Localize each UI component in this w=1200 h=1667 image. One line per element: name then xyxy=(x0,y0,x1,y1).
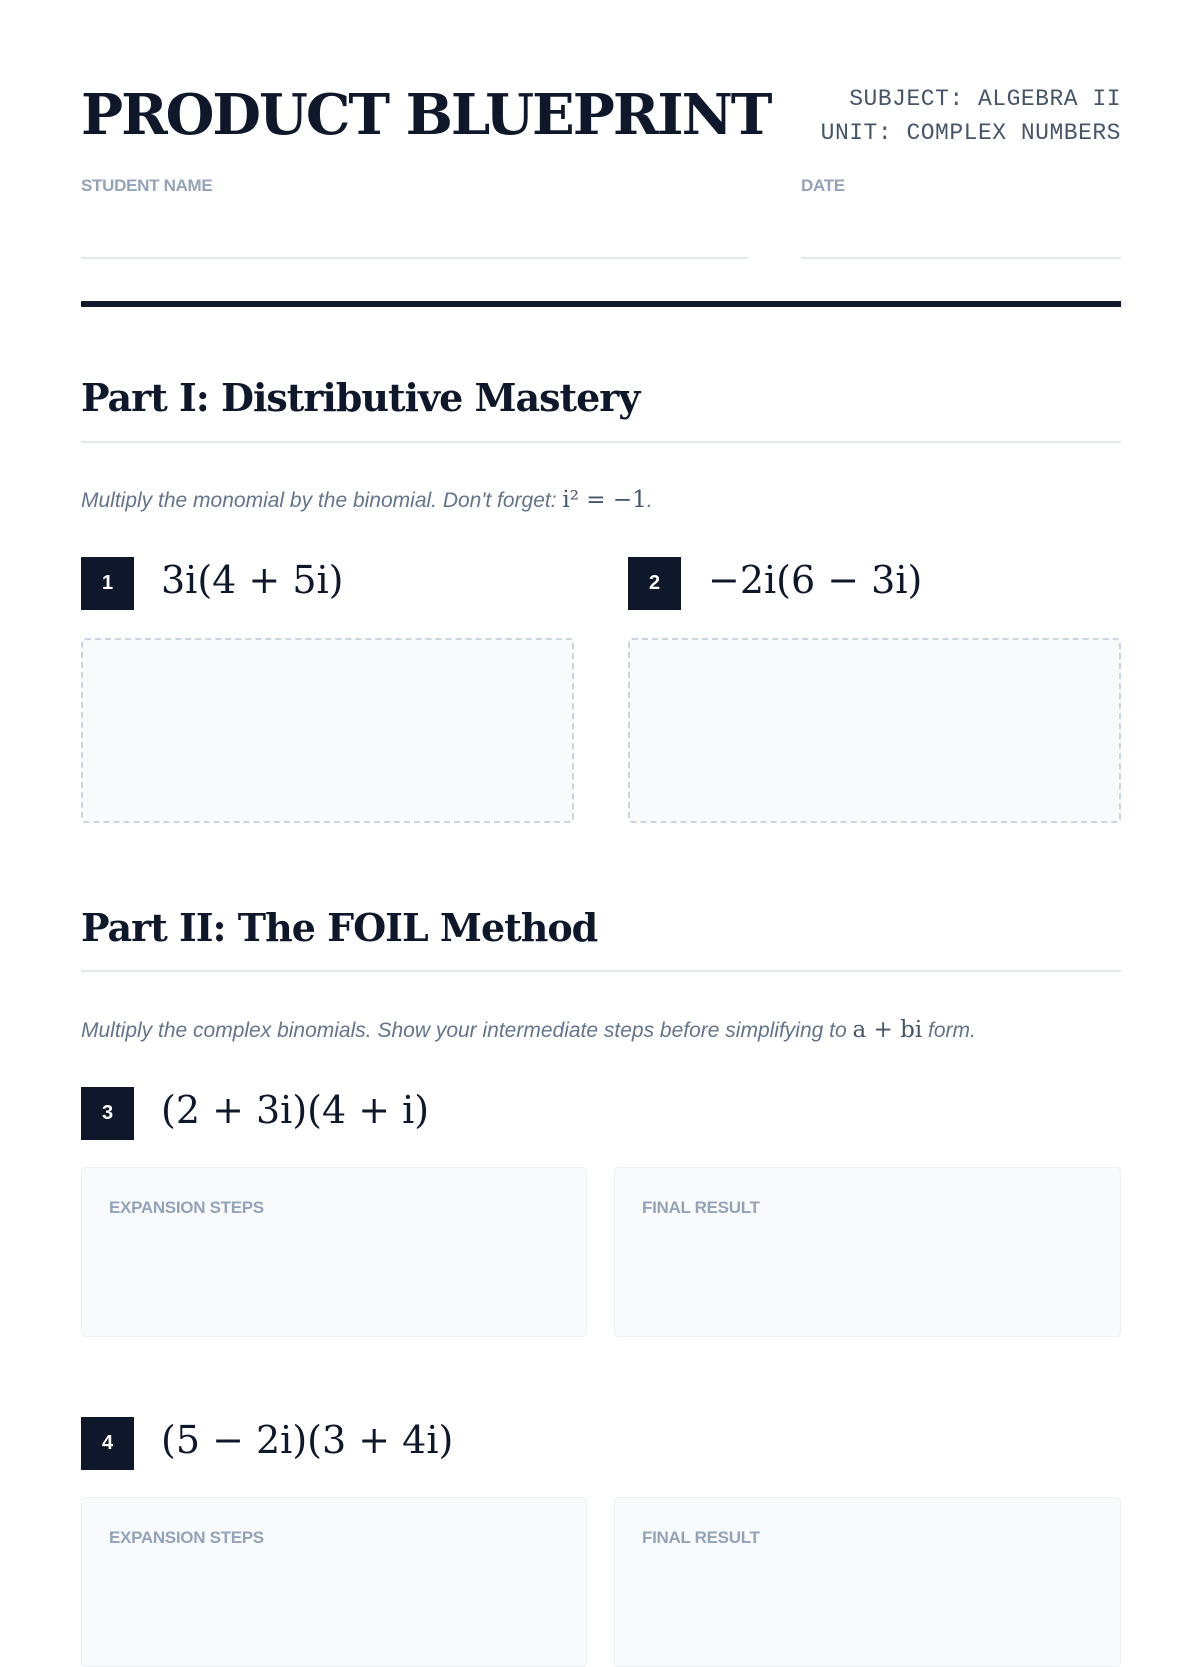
page-title: PRODUCT BLUEPRINT xyxy=(81,82,771,148)
problem-number-badge: 2 xyxy=(628,557,681,610)
problem-number-badge: 4 xyxy=(81,1417,134,1470)
expansion-steps-area[interactable] xyxy=(81,1497,587,1667)
part1-instruction-text: Multiply the monomial by the binomial. Don't forget: xyxy=(81,489,563,512)
student-name-label: STUDENT NAME xyxy=(81,176,213,195)
part2-divider xyxy=(81,970,1121,972)
part2-instruction-text: Multiply the complex binomials. Show your intermediate steps before simplifying to xyxy=(81,1019,853,1042)
answer-work-area[interactable] xyxy=(628,638,1121,823)
header-divider xyxy=(81,301,1121,307)
unit-label: UNIT: COMPLEX NUMBERS xyxy=(820,120,1121,146)
problem-number-badge: 3 xyxy=(81,1087,134,1140)
final-result-label: FINAL RESULT xyxy=(642,1528,760,1547)
expansion-steps-label: EXPANSION STEPS xyxy=(109,1528,264,1547)
final-result-area[interactable] xyxy=(614,1167,1121,1337)
part1-instruction-math: i² = −1 xyxy=(562,487,647,513)
final-result-label: FINAL RESULT xyxy=(642,1198,760,1217)
date-field[interactable] xyxy=(801,257,1121,259)
part2-instruction-math: a + bi xyxy=(852,1017,923,1043)
final-result-area[interactable] xyxy=(614,1497,1121,1667)
course-meta xyxy=(821,82,1121,150)
part1-instruction xyxy=(81,487,653,513)
part1-instruction-end: . xyxy=(646,489,653,512)
problem-number-badge: 1 xyxy=(81,557,134,610)
problem-expression: (5 − 2i)(3 + 4i) xyxy=(161,1418,454,1462)
expansion-steps-label: EXPANSION STEPS xyxy=(109,1198,264,1217)
subject-label: SUBJECT: ALGEBRA II xyxy=(849,86,1121,112)
student-name-field[interactable] xyxy=(81,257,748,259)
expansion-steps-area[interactable] xyxy=(81,1167,587,1337)
problem-expression: −2i(6 − 3i) xyxy=(708,558,923,602)
problem-expression: 3i(4 + 5i) xyxy=(161,558,344,602)
date-label: DATE xyxy=(801,176,845,195)
answer-work-area[interactable] xyxy=(81,638,574,823)
part1-title: Part I: Distributive Mastery xyxy=(81,375,640,420)
part2-instruction xyxy=(81,1017,976,1043)
part1-divider xyxy=(81,441,1121,443)
part2-instruction-end: form. xyxy=(922,1019,976,1042)
problem-expression: (2 + 3i)(4 + i) xyxy=(161,1088,430,1132)
part2-title: Part II: The FOIL Method xyxy=(81,905,598,950)
